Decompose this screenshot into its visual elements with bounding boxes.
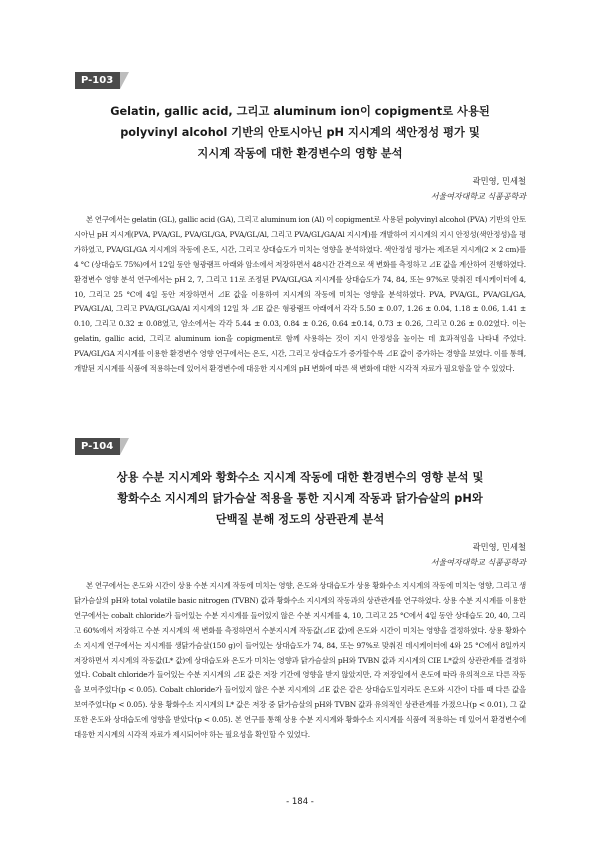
abstract-title	[74, 101, 526, 164]
abstract-p103	[74, 68, 526, 384]
affiliation: 서울여자대학교 식품공학과	[430, 192, 526, 201]
title-line: 상용 수분 지시계와 황화수소 지시계 작동에 대한 환경변수의 영향 분석 및	[116, 471, 484, 484]
authors: 곽민영, 민세철	[472, 176, 526, 186]
abstract-title	[74, 467, 526, 530]
page-number: - 184 -	[286, 797, 314, 807]
authors: 곽민영, 민세철	[472, 542, 526, 552]
title-line: polyvinyl alcohol 기반의 안토시아닌 pH 지시계의 색안정성 평가 및	[120, 126, 480, 139]
abstract-code-badge: P-104	[75, 438, 120, 455]
title-line: 황화수소 지시계의 닭가슴살 적용을 통한 지시계 작동과 닭가슴살의 pH와	[117, 492, 483, 505]
abstract-body: 본 연구에서는 온도와 시간이 상용 수분 지시계 작동에 미치는 영향, 온도와 상대습도가 상용 황화수소 지시계의 작동에 미치는 영향, 그리고 생닭가슴살의 pH와 total volatile basic nitrogen (TVBN) 값과 황화수소 지시계의 작동과의 상관관계를 연구하였다. 상용 수분 지시계를 이용한 연구에서는 cobalt chloride가 들어있는 수분 지시계를 들어있지 않은 수분 지시계를 4, 10, 그리고 25 °C에서 4일 동안 상대습도 20, 40, 그리고 60%에서 저장하고 수분 지시계의 색 변화를 측정하면서 수분지시계 작동값(⊿E 값)에 온도와 시간이 미치는 영향을 결정하였다. 상용 황화수소 지시계 연구에서는 지시계를 생닭가슴살(150 g)이 들어있는 상대습도가 74, 84, 또는 97%로 맞춰진 데시케이터에 4와 25 °C에서 8일까지 저장하면서 지시계의 작동값(L* 값)에 상대습도와 온도가 미치는 영향과 닭가슴살의 pH와 TVBN 값과 지시계의 CIE L*값의 상관관계를 결정하였다. Cobalt chloride가 들어있는 수분 지시계의 ⊿E 값은 저장 기간에 영향을 받지 않았지만, 각 저장일에서 온도에 따라 유의적으로 다른 작동을 보여주었다(p < 0.05). Cobalt chloride가 들어있지 않은 수분 지시계의 ⊿E 값은 같은 상대습도일지라도 온도와 시간이 다를 때 다른 값을 보여주었다(p < 0.05). 상용 황화수소 지시계의 L* 값은 저장 중 닭가슴살의 pH와 TVBN 값과 유의적인 상관관계를 가졌으나(p < 0.01), 그 값 또한 온도와 상대습도에 영향을 받았다(p < 0.05). 본 연구를 통해 상용 수분 지시계와 황화수소 지시계를 식품에 적용하는 데 있어서 환경변수에 대응한 지시계의 시각적 자료가 제시되어야 하는 필요성을 확인할 수 있었다.	[74, 581, 526, 740]
title-line: 지시계 작동에 대한 환경변수의 영향 분석	[197, 147, 403, 160]
abstract-p104	[74, 434, 526, 750]
abstract-code-badge: P-103	[75, 72, 120, 89]
abstract-body: 본 연구에서는 gelatin (GL), gallic acid (GA), 그리고 aluminum ion (Al) 이 copigment로 사용된 polyvinyl alcohol (PVA) 기반의 안토시아닌 pH 지시계(PVA, PVA/GL, PVA/GL/GA, PVA/GL/Al, 그리고 PVA/GL/GA/Al 지시계)를 개발하여 지시계의 지시 안정성(색안정성)을 평가하였고, PVA/GL/GA 지시계의 작동에 온도, 시간, 그리고 상대습도가 미치는 영향을 분석하였다. 색안정성 평가는 제조된 지시계(2 × 2 cm)를 4 °C (상대습도 75%)에서 12일 동안 형광램프 아래와 암소에서 저장하면서 48시간 간격으로 색 변화를 측정하고 ⊿E 값을 계산하여 진행하였다. 환경변수 영향 분석 연구에서는 pH 2, 7, 그리고 11로 조정된 PVA/GL/GA 지시계를 상대습도가 74, 84, 또는 97%로 맞춰진 데시케이터에 4, 10, 그리고 25 °C에 4일 동안 저장하면서 ⊿E 값을 이용하여 지시계의 작동에 미치는 영향을 분석하였다. PVA, PVA/GL, PVA/GL/GA, PVA/GL/Al, 그리고 PVA/GL/GA/Al 지시계의 12일 차 ⊿E 값은 형광램프 아래에서 각각 5.50 ± 0.07, 1.26 ± 0.04, 1.18 ± 0.06, 1.41 ± 0.10, 그리고 0.32 ± 0.08였고, 암소에서는 각각 5.44 ± 0.03, 0.84 ± 0.26, 0.64 ±0.14, 0.73 ± 0.26, 그리고 0.26 ± 0.02였다. 이는 gelatin, gallic acid, 그리고 aluminum ion을 copigment로 함께 사용하는 것이 지시 안정성을 높이는 데 효과적임을 나타내 주었다. PVA/GL/GA 지시계를 이용한 환경변수 영향 연구에서는 온도, 시간, 그리고 상대습도가 증가할수록 ⊿E 값이 증가하는 경향을 보였다. 이를 통해, 개발된 지시계를 식품에 적용하는데 있어서 환경변수에 대응한 지시계의 pH 변화에 따른 색 변화에 대한 시각적 자료가 필요함을 알 수 있었다.	[74, 215, 526, 374]
title-line: 단백질 분해 정도의 상관관계 분석	[215, 513, 385, 526]
title-line: Gelatin, gallic acid, 그리고 aluminum ion이 copigment로 사용된	[110, 105, 490, 118]
affiliation: 서울여자대학교 식품공학과	[430, 558, 526, 567]
